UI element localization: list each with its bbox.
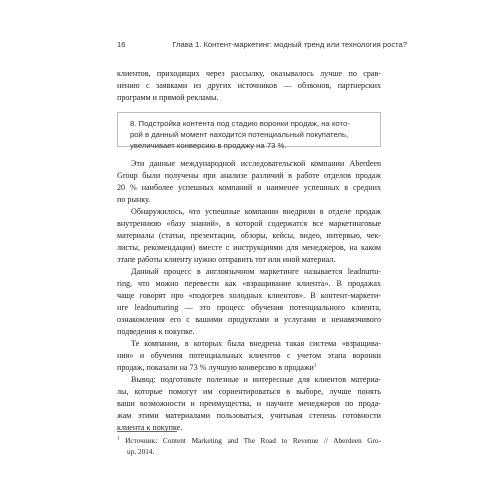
text-line — [117, 182, 381, 194]
text-line-content: Данный процесс в англоязычном маркетинге называется leadnurtu- — [131, 267, 381, 276]
text-line — [117, 266, 381, 278]
text-line — [117, 338, 381, 350]
text-line-content: материалы (статьи, презентации, обзоры, кейсы, видео, интервью, чек- — [117, 231, 381, 240]
text-line-content: внутреннюю «базу знаний», в которой содержатся все маркетинговые — [117, 219, 381, 228]
running-header — [117, 40, 407, 52]
text-line — [117, 218, 381, 230]
text-line: клиентов, приходящих через рассылку, оказывалось лучше по срав- — [117, 69, 381, 78]
text-line-content: продаж, показали на 73 % лучшую конверсию в продажи — [117, 363, 314, 372]
page-number: 16 — [117, 40, 126, 49]
text-line — [117, 374, 381, 386]
callout-box — [117, 112, 381, 150]
text-line — [117, 326, 381, 338]
footnote-reference: 1 — [313, 363, 317, 369]
text-line — [117, 422, 381, 434]
text-line — [117, 398, 381, 410]
text-line — [117, 362, 381, 374]
running-title: Глава 1. Контент-маркетинг: модный тренд или технология роста? — [172, 40, 407, 49]
text-line-content: клиента к покупке. — [117, 423, 183, 432]
text-line-content: ваши возможности и преимущества, и научите менеджеров по прода- — [117, 399, 381, 408]
text-line — [117, 410, 381, 422]
callout-line: 8. Подстройка контента под стадию воронки продаж, на кото- — [130, 119, 350, 128]
text-line-content: Вывод: подготовьте полезные и интересные для клиентов материа- — [131, 375, 381, 384]
text-line — [117, 302, 381, 314]
text-line-content: жам этими материалами пользоваться, учитывая степень готовности — [117, 411, 381, 420]
footnote-text: Источник: Content Marketing and The Road to Revenue // Aberdeen Gro- — [125, 436, 381, 445]
text-line — [117, 290, 381, 302]
footnote — [117, 435, 381, 457]
text-line-content: нге leadnurturing — это процесс обучения потенциального клиента, — [117, 303, 381, 312]
text-line: программ и прямой рекламы. — [117, 93, 219, 102]
text-line — [117, 206, 381, 218]
text-line — [117, 170, 381, 182]
text-line-content: Те компании, в которых была внедрена такая система «взращива- — [131, 339, 381, 348]
text-line — [117, 242, 381, 254]
text-line: нению с заявками из других источников — обзвонов, партнерских — [117, 81, 381, 90]
text-line-content: ring, что можно перевести как «взращивание клиента». В продажах — [117, 279, 381, 288]
text-line — [117, 386, 381, 398]
footnote-line: up, 2014. — [127, 447, 155, 456]
text-line — [117, 194, 381, 206]
text-line-content: 20 % наиболее успешных компаний и наименее успешных в средних — [117, 183, 381, 192]
text-line-content: подведения к покупке. — [117, 327, 195, 336]
text-line — [117, 350, 381, 362]
text-line — [117, 278, 381, 290]
text-line-content: чаще говорят про «подогрев холодных клиентов». В контент-маркети- — [117, 291, 381, 300]
text-line — [117, 158, 381, 170]
text-line-content: Обнаружилось, что успешные компании внедрили в отделе продаж — [131, 207, 381, 216]
text-line-content: ния» и обучения потенциальных клиентов с учетом этапа воронки — [117, 351, 381, 360]
text-line — [117, 314, 381, 326]
footnote-marker: 1 — [117, 436, 120, 442]
text-line — [117, 230, 381, 242]
footnote-line — [117, 435, 381, 446]
text-line-content: лы, которые помогут им сориентироваться в выборе, лучше понять — [117, 387, 381, 396]
text-line-content: Group были получены при анализе различий в работе отделов продаж — [117, 171, 381, 180]
footnote-separator — [117, 431, 177, 432]
text-line-content: по рынку. — [117, 195, 151, 204]
paragraph-continued — [117, 68, 381, 104]
text-line-content: листы, рекомендации) вместе с инструкциями для менеджеров, на каком — [117, 243, 381, 252]
text-line-content: ознакомления его с вашими продуктами и услугами и ненавязчивого — [117, 315, 381, 324]
callout-line: рой в данный момент находится потенциальный покупатель, — [130, 130, 349, 139]
text-line-content: Эти данные международной исследовательской компании Aberdeen — [131, 159, 381, 168]
callout-line: увеличивает конверсию в продажу на 73 %. — [130, 141, 287, 150]
text-line — [117, 254, 381, 266]
text-line-content: этапе работы клиенту нужно отправить тот или иной материал. — [117, 255, 336, 264]
body-text — [117, 158, 381, 434]
